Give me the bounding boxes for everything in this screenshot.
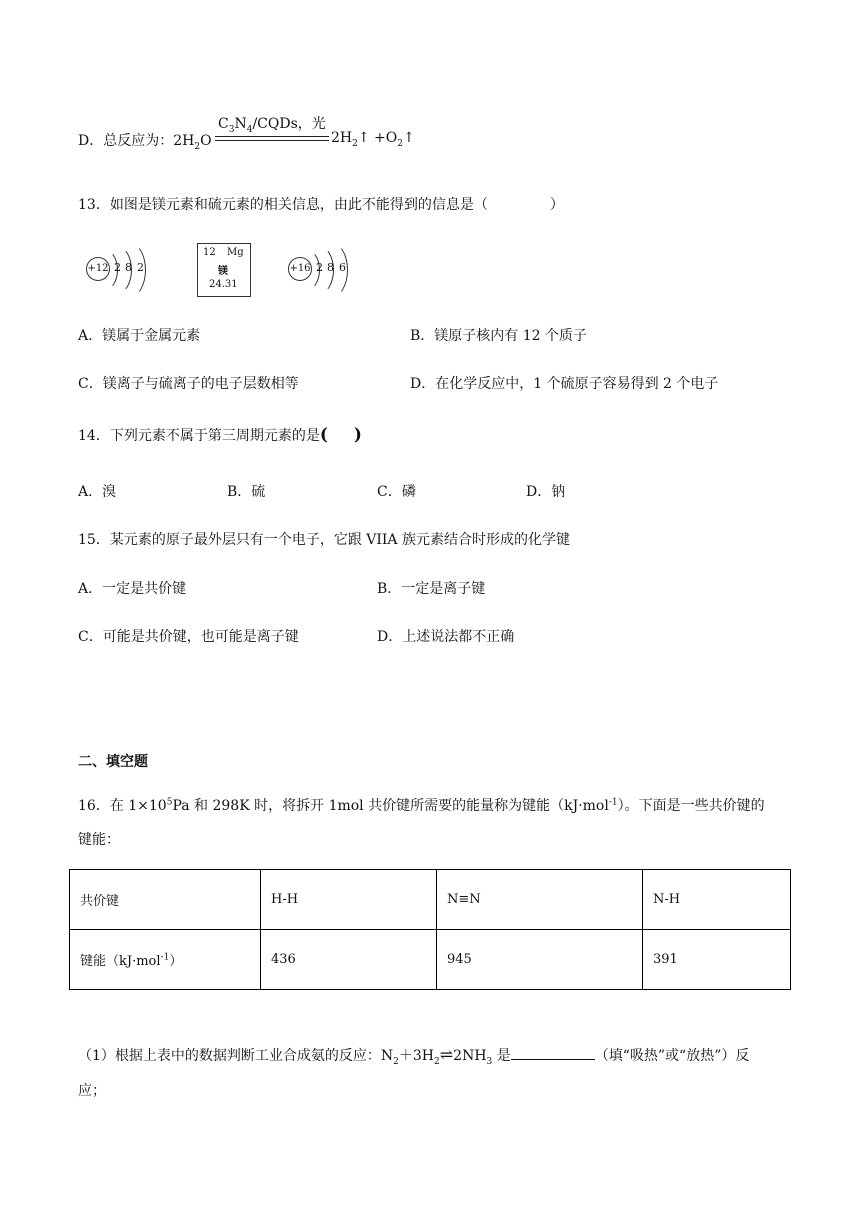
q12-d-label: D．总反应为： [78,133,174,149]
q14-option-a: A．溴 [78,484,117,500]
q15-stem: 15．某元素的原子最外层只有一个电子，它跟 VIIA 族元素结合时形成的化学键 [78,532,570,548]
mg-shell-1: 2 [114,261,121,274]
q13-option-c: C．镁离子与硫离子的电子层数相等 [78,376,299,392]
table-cell: 945 [437,930,643,990]
q13-option-a: A．镁属于金属元素 [78,328,201,344]
mg-nucleus: +12 [86,257,110,281]
q16-sub1: （1）根据上表中的数据判断工业合成氨的反应：$N_2+3H_2\rightleftharpoons 2NH_3$ 是 （填“吸热”或“放热”）反 [78,1045,750,1067]
q16-sub1-line2: 应； [78,1083,106,1099]
table-cell: 391 [643,930,791,990]
answer-blank[interactable] [511,1045,595,1060]
q12-option-d [78,130,212,152]
element-name: 镁 [218,266,228,277]
q15-option-c: C．可能是共价键，也可能是离子键 [78,629,299,645]
section-title: 二、填空题 [78,754,148,770]
mg-shell-2: 8 [125,261,132,274]
q15-option-d: D．上述说法都不正确 [377,629,515,645]
q12-d-products: $2H_2↑$ $+O_2↑$ [331,130,415,149]
q15-option-a: A．一定是共价键 [78,581,187,597]
s-shell-3: 6 [339,261,346,274]
q13-stem: 13．如图是镁元素和硫元素的相关信息，由此不能得到的信息是（ ） [78,197,564,213]
mg-element-box [197,243,251,297]
table-cell: N-H [643,870,791,930]
q13-option-d: D．在化学反应中，1 个硫原子容易得到 2 个电子 [410,376,719,392]
q16-stem-line1: 16．在 $1\times 10^5Pa$ 和 298K 时，将拆开 1mol 共价键所需要的能量称为键能（kJ·mol$^{-1}$）。下面是一些共价键的 [78,797,765,814]
table-cell: 共价键 [70,870,261,930]
table-row [70,870,791,930]
s-shell-2: 8 [327,261,334,274]
q14-option-d: D．钠 [526,484,566,500]
element-number: 12 [203,247,216,258]
table-cell: H-H [261,870,437,930]
element-symbol: Mg [227,247,244,258]
s-shell-1: 2 [316,261,323,274]
q15-option-b: B．一定是离子键 [377,581,486,597]
table-cell: 436 [261,930,437,990]
s-nucleus: +16 [288,257,312,281]
mg-atom-diagram [84,247,154,293]
mg-shell-3: 2 [137,261,144,274]
s-atom-diagram [286,247,356,293]
table-cell: 键能（kJ·mol$^{-1}$） [70,930,261,990]
table-cell: N≡N [437,870,643,930]
q12-d-equal-line [215,136,329,141]
element-mass: 24.31 [209,279,238,290]
table-row [70,930,791,990]
q14-stem: 14．下列元素不属于第三周期元素的是( ) [78,425,362,445]
q13-option-b: B．镁原子核内有 12 个质子 [410,328,588,344]
q14-option-c: C．磷 [377,484,416,500]
q14-option-b: B．硫 [227,484,266,500]
q16-stem-line2: 键能： [78,832,120,848]
bond-energy-table [69,869,791,990]
q12-d-reactant: $2H_2O$ [173,133,212,152]
q12-d-condition: $C_3N_4$/CQDs，光 [218,116,326,135]
